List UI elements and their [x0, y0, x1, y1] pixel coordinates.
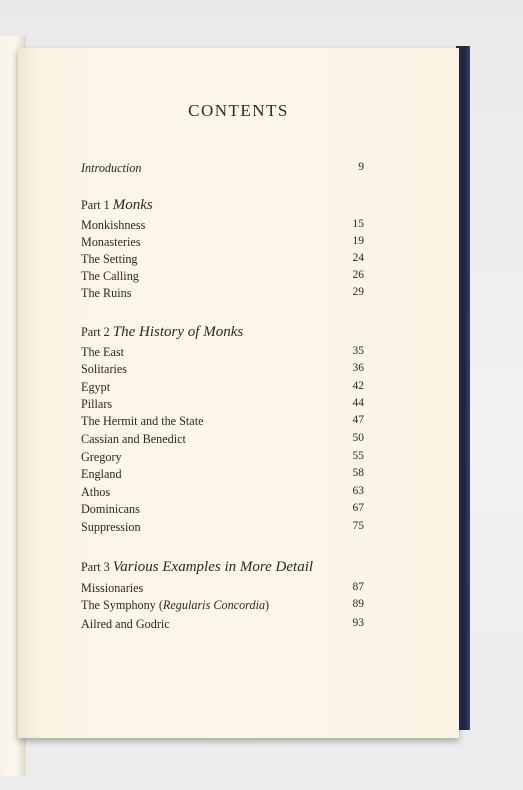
- toc-entry: [81, 485, 364, 502]
- toc-entry-page: 55: [352, 450, 364, 462]
- toc-entry-page: 63: [352, 485, 364, 497]
- toc-entry: [81, 345, 364, 362]
- toc-entry: [81, 598, 364, 615]
- contents-heading: CONTENTS: [188, 101, 289, 120]
- toc-entry: [81, 380, 364, 397]
- toc-entry-page: 67: [352, 502, 364, 514]
- toc-entry-page: 58: [352, 467, 364, 479]
- toc-entry: [81, 286, 364, 303]
- toc-entry-page: 75: [352, 520, 364, 532]
- toc-entry-label: Gregory: [81, 450, 122, 464]
- toc-entry-page: 89: [352, 598, 364, 610]
- toc-entry: [81, 235, 364, 252]
- toc-entry-label: Pillars: [81, 397, 113, 411]
- toc-entry-label-close: ): [265, 598, 270, 612]
- toc-entry-label: Solitaries: [81, 362, 128, 376]
- toc-entry-label: Missionaries: [81, 581, 144, 595]
- toc-entry: [81, 362, 364, 379]
- part-heading: [81, 197, 153, 214]
- toc-entry-label: The Setting: [81, 252, 138, 266]
- toc-entry: [81, 450, 364, 467]
- toc-entry-label-italic: Regularis Concordia: [162, 598, 266, 612]
- part-title: The History of Monks: [112, 324, 244, 340]
- toc-entry-page: 47: [352, 414, 364, 426]
- toc-entry-page: 29: [352, 286, 364, 298]
- toc-entry-page: 36: [352, 362, 364, 374]
- part-heading: [81, 324, 243, 341]
- part-heading: [81, 559, 313, 576]
- toc-entry-label: The Calling: [81, 269, 139, 283]
- toc-entry: [81, 269, 364, 286]
- toc-entry-label: Monkishness: [81, 218, 146, 232]
- toc-entry-label-plain: The Symphony (: [81, 598, 163, 612]
- toc-entry: [81, 414, 364, 431]
- toc-entry-label: [81, 598, 269, 613]
- toc-entry-page: 15: [352, 218, 364, 230]
- part-prefix: Part 2: [81, 325, 110, 339]
- toc-entry-label: Introduction: [81, 161, 142, 175]
- toc-entry-page: 42: [352, 380, 364, 392]
- toc-entry-label: Dominicans: [81, 502, 140, 516]
- toc-entry-label: England: [81, 467, 122, 481]
- toc-entry-page: 93: [352, 617, 364, 629]
- toc-entry-label: Athos: [81, 485, 111, 499]
- toc-entry: [81, 502, 364, 519]
- toc-entry-label: The Hermit and the State: [81, 414, 204, 428]
- toc-entry-page: 9: [358, 161, 364, 173]
- toc-entry: [81, 432, 364, 449]
- toc-entry-label: The East: [81, 345, 124, 359]
- toc-entry: [81, 617, 364, 634]
- toc-entry-label: Monasteries: [81, 235, 141, 249]
- toc-entry-introduction: [81, 161, 364, 178]
- part-prefix: Part 3: [81, 560, 110, 574]
- toc-entry-label: Ailred and Godric: [81, 617, 170, 631]
- toc-entry-page: 35: [352, 345, 364, 357]
- toc-entry-label: Suppression: [81, 520, 141, 534]
- toc-entry-label: The Ruins: [81, 286, 132, 300]
- toc-entry-label: Egypt: [81, 380, 111, 394]
- toc-entry-page: 50: [352, 432, 364, 444]
- toc-entry: [81, 581, 364, 598]
- toc-entry-page: 24: [352, 252, 364, 264]
- book-page: [18, 48, 459, 738]
- toc-entry: [81, 252, 364, 269]
- toc-entry-page: 87: [352, 581, 364, 593]
- part-title: Monks: [112, 197, 153, 213]
- toc-entry: [81, 520, 364, 537]
- toc-entry: [81, 397, 364, 414]
- toc-entry: [81, 467, 364, 484]
- toc-entry-page: 19: [352, 235, 364, 247]
- part-prefix: Part 1: [81, 198, 110, 212]
- toc-entry-page: 44: [352, 397, 364, 409]
- part-title: Various Examples in More Detail: [112, 559, 314, 575]
- toc-entry-label: Cassian and Benedict: [81, 432, 186, 446]
- toc-entry: [81, 218, 364, 235]
- toc-entry-page: 26: [352, 269, 364, 281]
